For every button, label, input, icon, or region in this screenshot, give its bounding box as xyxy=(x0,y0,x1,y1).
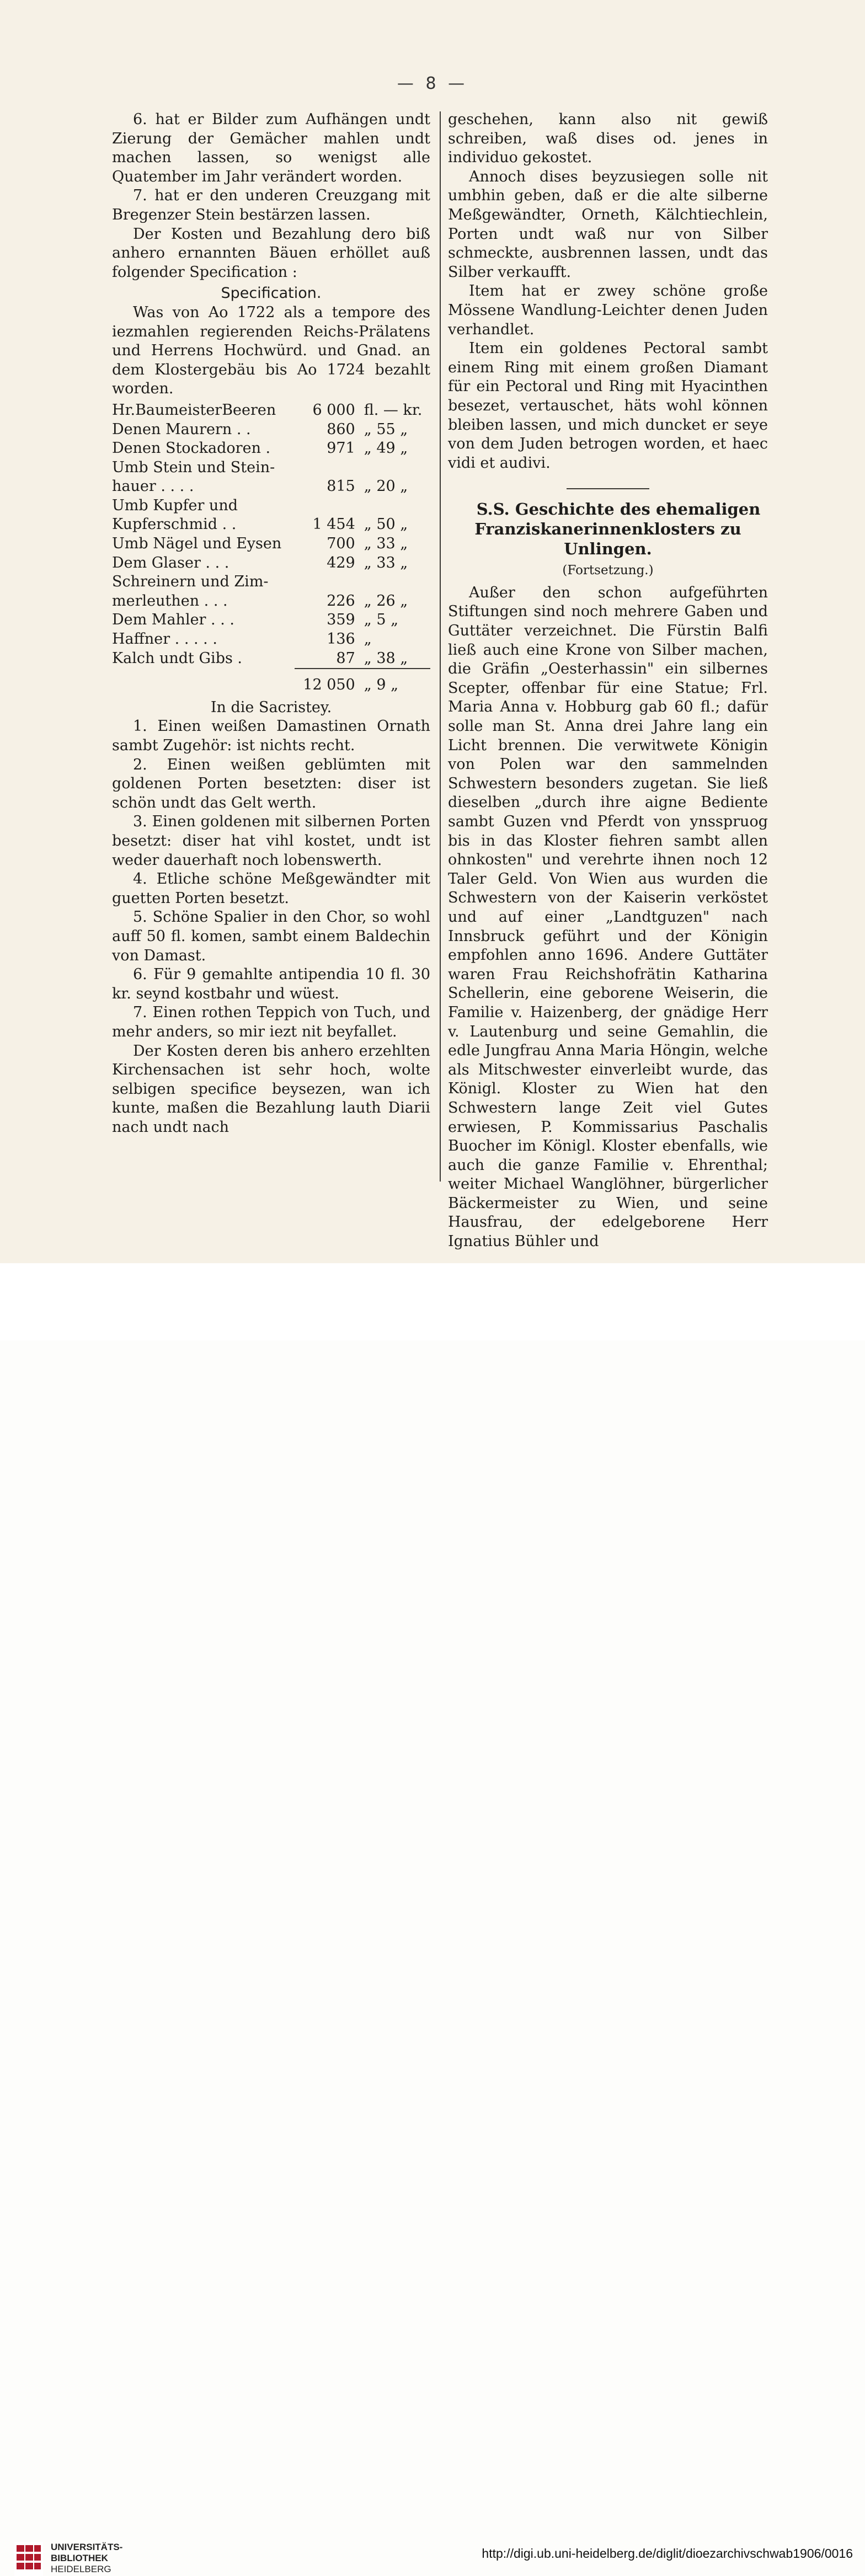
cost-row xyxy=(112,611,430,630)
paragraph: Annoch dises beyzusiegen solle nit umbhin geben, daß er die alte silberne Meßgewändter, Orneth, Kälchtiechlein, Porten undt waß nur von Silber schmeckte, ausbrennen lassen, undt das Silber verkaufft. xyxy=(448,168,768,281)
cost-row xyxy=(112,554,430,573)
cost-item-cell: Umb Kupfer und xyxy=(112,496,238,514)
cost-item-cell: Umb Nägel und Eysen xyxy=(112,535,282,553)
cost-item-cell: Haffner . . . . . xyxy=(112,630,217,648)
cost-fl-cell xyxy=(295,496,359,516)
paragraph: 7. hat er den underen Creuzgang mit Bregenzer Stein bestärzen lassen. xyxy=(112,187,430,223)
cost-fl-cell: 1 454 xyxy=(312,516,355,533)
list-item: 5. Schöne Spalier in den Chor, so wohl auff 50 fl. komen, sambt einem Baldechin von Damast. xyxy=(112,908,430,964)
library-name xyxy=(51,2542,122,2575)
paragraph: Item hat er zwey schöne große Mössene Wandlung-Leichter denen Juden verhandlet. xyxy=(448,282,768,338)
cost-row xyxy=(112,439,430,458)
cost-row xyxy=(112,573,430,592)
cost-fl-cell: 971 xyxy=(327,440,355,457)
cost-kr-cell: „ 49 „ xyxy=(364,440,408,457)
paragraph: 6. hat er Bilder zum Aufhängen undt Zierung der Gemächer mahlen undt machen lassen, so wenigst alle Quatember im Jahr verändert worden. xyxy=(112,111,430,185)
cost-item-cell: Kupferschmid . . xyxy=(112,516,237,533)
cost-kr-cell: „ 50 „ xyxy=(364,516,408,533)
cost-item-cell: Dem Mahler . . . xyxy=(112,611,234,629)
article-title-text: Geschichte des ehemaligen Franziskanerinnenklosters zu Unlingen. xyxy=(474,500,761,559)
list-item: 2. Einen weißen geblümten mit goldenen Porten besetzten: diser ist schön undt das Gelt werth. xyxy=(112,756,430,811)
cost-row xyxy=(112,535,430,554)
article-title xyxy=(448,499,768,559)
cost-kr-cell: „ 26 „ xyxy=(364,592,408,610)
cost-total-kr: „ 9 „ xyxy=(359,669,430,695)
section-divider xyxy=(567,488,649,489)
list-item: 4. Etliche schöne Meßgewändter mit guetten Porten besetzt. xyxy=(112,870,430,907)
cost-item-cell: Dem Glaser . . . xyxy=(112,554,229,571)
column-divider xyxy=(440,111,441,1182)
cost-fl-cell xyxy=(295,573,359,592)
cost-item-cell: Denen Stockadoren . xyxy=(112,440,271,457)
page-number: — 8 — xyxy=(397,74,468,93)
cost-item-cell: Hr.BaumeisterBeeren xyxy=(112,401,276,419)
cost-kr-cell: „ 33 „ xyxy=(364,535,408,553)
library-name-line: BIBLIOTHEK xyxy=(51,2553,108,2563)
paragraph: Der Kosten und Bezahlung dero biß anhero ernannten Bäuen erhöllet auß folgender Specification : xyxy=(112,225,430,281)
cost-row xyxy=(112,420,430,440)
list-item: 1. Einen weißen Damastinen Ornath sambt Zugehör: ist nichts recht. xyxy=(112,718,430,754)
paragraph: geschehen, kann also nit gewiß schreiben, waß dises od. jenes in individuo gekostet. xyxy=(448,111,768,167)
cost-fl-cell: 6 000 xyxy=(312,401,355,419)
cost-kr-cell xyxy=(359,496,430,516)
list-item: 7. Einen rothen Teppich von Tuch, und mehr anders, so mir iezt nit beyfallet. xyxy=(112,1004,430,1040)
cost-kr-cell: „ 55 „ xyxy=(364,420,408,438)
cost-fl-cell: 87 xyxy=(336,649,355,667)
cost-total-spacer xyxy=(112,669,295,695)
cost-item-cell: Kalch undt Gibs . xyxy=(112,649,242,667)
cost-fl-cell: 226 xyxy=(327,592,355,610)
sacristey-heading: In die Sacristey. xyxy=(210,698,332,716)
cost-fl-cell: 429 xyxy=(327,554,355,571)
cost-fl-cell: 860 xyxy=(327,420,355,438)
left-column xyxy=(112,110,430,1137)
cost-kr-cell: „ xyxy=(364,630,372,648)
cost-kr-cell: „ 20 „ xyxy=(364,478,408,495)
cost-kr-cell xyxy=(359,573,430,592)
cost-total-row xyxy=(112,669,430,695)
article-subtitle: (Fortsetzung.) xyxy=(562,563,654,578)
library-name-line: UNIVERSITÄTS- xyxy=(51,2542,123,2552)
footer xyxy=(0,1263,865,2574)
cost-fl-cell: 136 xyxy=(327,630,355,648)
cost-item-cell: Denen Maurern . . xyxy=(112,420,251,438)
university-library-logo-icon xyxy=(14,2542,43,2576)
source-url-link[interactable]: http://digi.ub.uni-heidelberg.de/diglit/dioezarchivschwab1906/0016 xyxy=(482,2546,853,2561)
cost-row xyxy=(112,630,430,649)
cost-kr-cell: „ 38 „ xyxy=(364,649,408,667)
cost-kr-cell: „ 33 „ xyxy=(364,554,408,571)
cost-kr-cell xyxy=(359,458,430,478)
right-column xyxy=(448,110,768,1252)
cost-kr-cell: „ 5 „ xyxy=(364,611,399,629)
cost-row xyxy=(112,401,430,420)
cost-row xyxy=(112,592,430,611)
library-name-line: HEIDELBERG xyxy=(51,2564,111,2574)
cost-row xyxy=(112,477,430,496)
cost-fl-cell: 359 xyxy=(327,611,355,629)
cost-kr-cell: fl. — kr. xyxy=(364,401,423,419)
paragraph: Außer den schon aufgeführten Stiftungen sind noch mehrere Gaben und Guttäter verzeichnet. Die Fürstin Balfi ließ auch eine Krone von Silber machen, die Gräfin „Oesterhassin" ein silbernes Scepter, offenbar für eine Statue; Frl. Maria Anna v. Hobburg gab 60 fl.; dafür solle man St. Anna drei Jahre lang ein Licht brennen. Die verwitwete Königin von Polen war den sammelnden Schwestern besonders zugetan. Sie ließ dieselben „durch ihre aigne Bediente sambt Guzen vnd Pferdt von ynsspruog bis in das Kloster fiehren sambt allen ohnkosten" und verehrte ihnen noch 12 Taler Geld. Von Wien aus wurden die Schwestern von der Kaiserin verköstet und auf einer „Landtguzen" nach Innsbruck geführt und der Königin empfohlen anno 1696. Andere Guttäter waren Frau Reichshofrätin Katharina Schellerin, eine geborene Weiserin, die Familie v. Haizenberg, der gnädige Herr v. Lautenburg und seine Gemahlin, die edle Jungfrau Anna Maria Höngin, welche als Mitschwester einverleibt wurde, das Königl. Kloster zu Wien hat den Schwestern lange Zeit viel Gutes erwiesen, P. Kommissarius Paschalis Buocher im Königl. Kloster ebenfalls, wie auch die ganze Familie v. Ehrenthal; weiter Michael Wanglöhner, bürgerlicher Bäckermeister zu Wien, und seine Hausfrau, der edelgeborene Herr Ignatius Bühler und xyxy=(448,584,768,1250)
cost-item-cell: merleuthen . . . xyxy=(112,592,228,610)
cost-fl-cell xyxy=(295,458,359,478)
cost-total-fl: 12 050 xyxy=(295,669,359,695)
cost-table xyxy=(112,401,430,695)
cost-row xyxy=(112,496,430,516)
cost-row xyxy=(112,515,430,535)
paragraph: Was von Ao 1722 als a tempore des iezmahlen regierenden Reichs-Prälatens und Herrens Hochwürd. und Gnad. an dem Klostergebäu bis Ao 1724 bezahlt worden. xyxy=(112,303,430,398)
cost-fl-cell: 815 xyxy=(327,478,355,495)
specification-heading: Specification. xyxy=(221,285,322,302)
list-item: 3. Einen goldenen mit silbernen Porten besetzt: diser hat vihl kostet, undt ist weder dauerhaft noch lobenswerth. xyxy=(112,813,430,869)
cost-row xyxy=(112,649,430,669)
paragraph: Der Kosten deren bis anhero erzehlten Kirchensachen ist sehr hoch, wolte selbigen specifice beysezen, wan ich kunte, maßen die Bezahlung lauth Diarii nach undt nach xyxy=(112,1042,430,1136)
article-title-prefix: S.S. xyxy=(476,500,510,519)
cost-item-cell: Umb Stein und Stein- xyxy=(112,458,275,476)
paragraph: Item ein goldenes Pectoral sambt einem Ring mit einem großen Diamant für ein Pectoral und Ring mit Hyacinthen besezet, vertauschet, häts wohl können bleiben lassen, und mich duncket er seye von dem Juden betrogen worden, et haec vidi et audivi. xyxy=(448,340,768,472)
cost-item-cell: Schreinern und Zim- xyxy=(112,573,269,591)
cost-fl-cell: 700 xyxy=(327,535,355,553)
scanned-page xyxy=(0,0,865,1263)
cost-row xyxy=(112,458,430,478)
cost-item-cell: hauer . . . . xyxy=(112,478,194,495)
list-item: 6. Für 9 gemahlte antipendia 10 fl. 30 kr. seynd kostbahr und wüest. xyxy=(112,966,430,1002)
